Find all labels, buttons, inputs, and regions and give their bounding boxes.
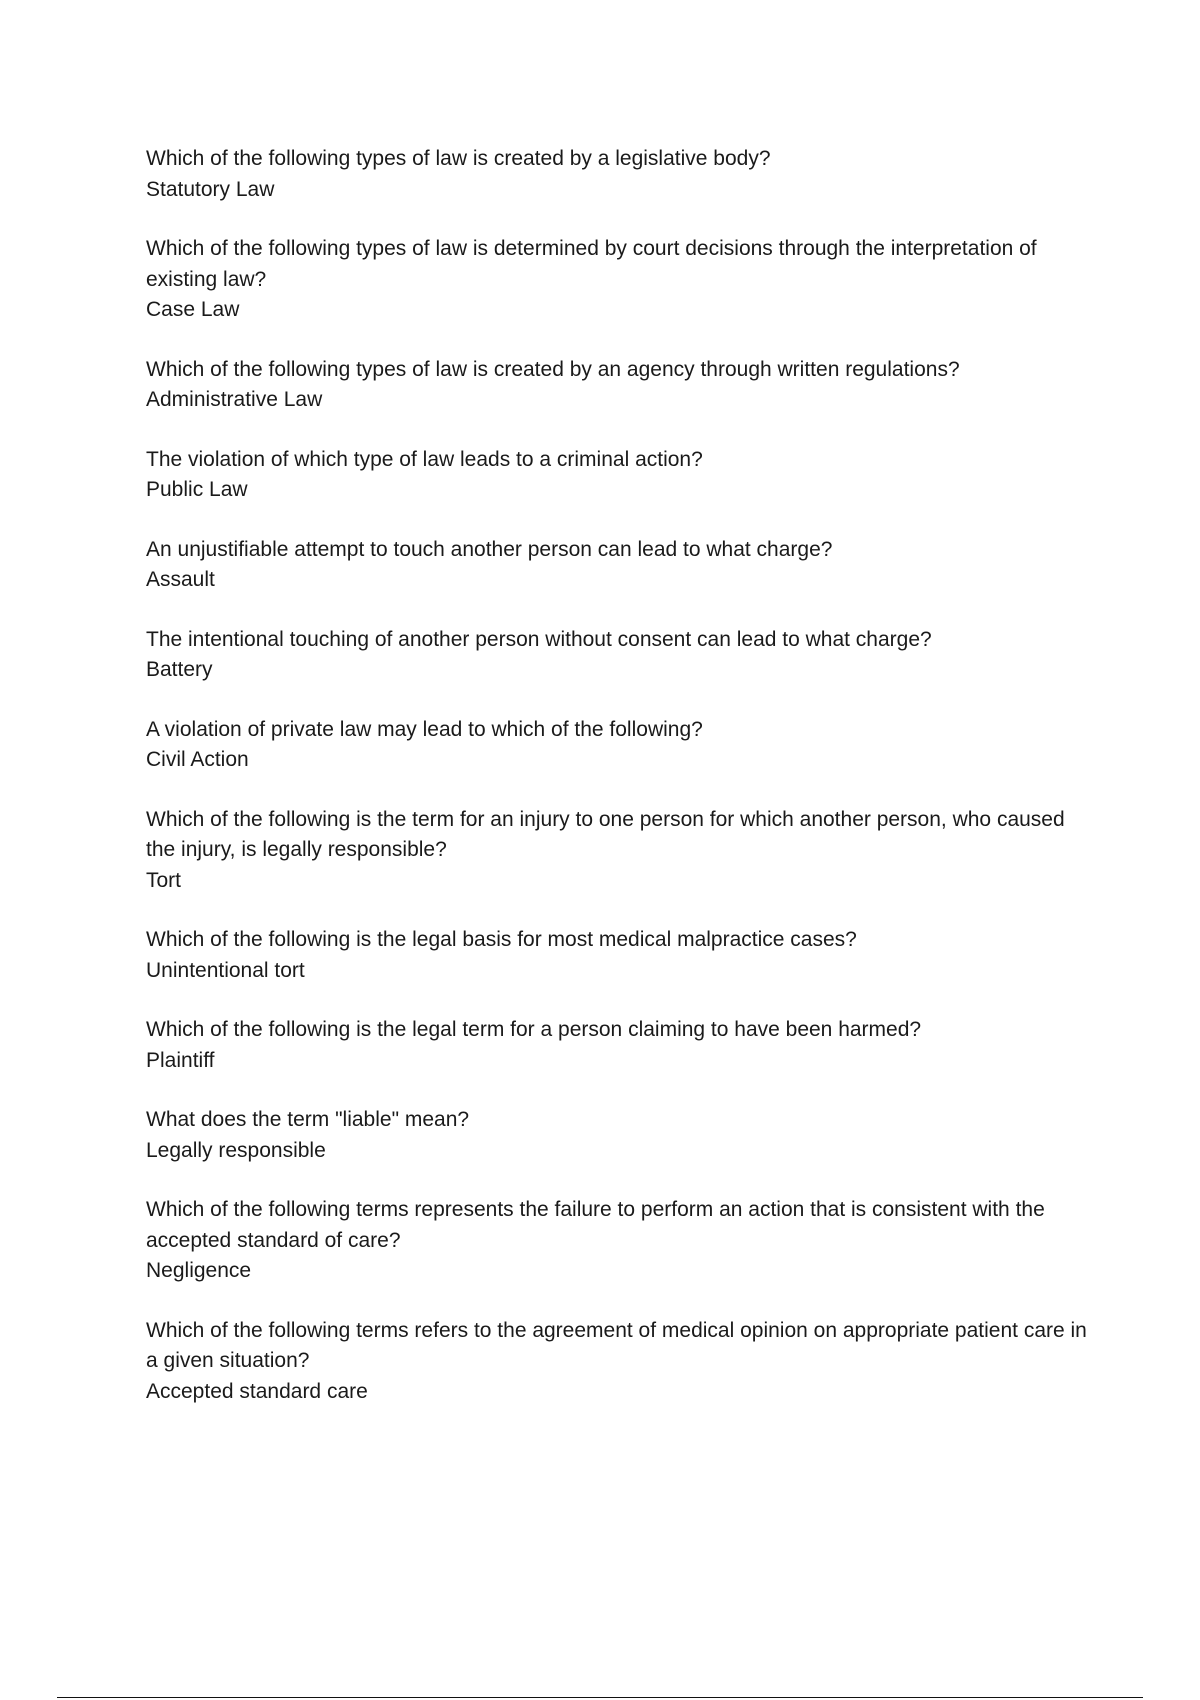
qa-item — [146, 1316, 1096, 1408]
answer-text: Battery — [146, 658, 213, 681]
question-text: Which of the following types of law is created by a legislative body? — [146, 147, 771, 170]
footer-divider — [57, 1697, 1143, 1698]
qa-item — [146, 445, 1096, 506]
qa-item — [146, 625, 1096, 686]
question-text: Which of the following terms refers to the agreement of medical opinion on appropriate patient care in a given situation? — [146, 1318, 1087, 1372]
qa-item — [146, 1015, 1096, 1076]
qa-item — [146, 715, 1096, 776]
qa-item — [146, 144, 1096, 205]
qa-item — [146, 535, 1096, 596]
answer-text: Case Law — [146, 298, 240, 321]
answer-text: Assault — [146, 568, 215, 591]
question-text: What does the term "liable" mean? — [146, 1108, 470, 1131]
question-text: The violation of which type of law leads to a criminal action? — [146, 447, 703, 471]
qa-item — [146, 925, 1096, 986]
qa-item — [146, 1105, 1096, 1166]
question-text: An unjustifiable attempt to touch another person can lead to what charge? — [146, 537, 833, 561]
answer-text: Statutory Law — [146, 177, 275, 201]
question-text: A violation of private law may lead to which of the following? — [146, 717, 703, 741]
answer-text: Public Law — [146, 478, 248, 501]
document-page — [146, 144, 1096, 1436]
question-text: Which of the following terms represents the failure to perform an action that is consistent with the accepted standard of care? — [146, 1198, 1045, 1252]
answer-text: Plaintiff — [146, 1048, 215, 1072]
question-text: Which of the following is the term for an injury to one person for which another person, who caused the injury, is legally responsible? — [146, 807, 1065, 861]
answer-text: Unintentional tort — [146, 958, 305, 982]
answer-text: Negligence — [146, 1259, 252, 1282]
question-text: Which of the following is the legal basis for most medical malpractice cases? — [146, 928, 857, 951]
qa-item — [146, 355, 1096, 416]
question-text: Which of the following is the legal term for a person claiming to have been harmed? — [146, 1018, 922, 1041]
answer-text: Tort — [146, 868, 182, 892]
question-text: The intentional touching of another person without consent can lead to what charge? — [146, 627, 932, 651]
qa-item — [146, 805, 1096, 897]
question-text: Which of the following types of law is created by an agency through written regulations? — [146, 357, 960, 381]
qa-item — [146, 234, 1096, 326]
answer-text: Civil Action — [146, 748, 249, 771]
answer-text: Administrative Law — [146, 388, 323, 411]
answer-text: Accepted standard care — [146, 1379, 368, 1403]
answer-text: Legally responsible — [146, 1138, 326, 1162]
qa-item — [146, 1195, 1096, 1287]
question-text: Which of the following types of law is determined by court decisions through the interpretation of existing law? — [146, 237, 1037, 291]
